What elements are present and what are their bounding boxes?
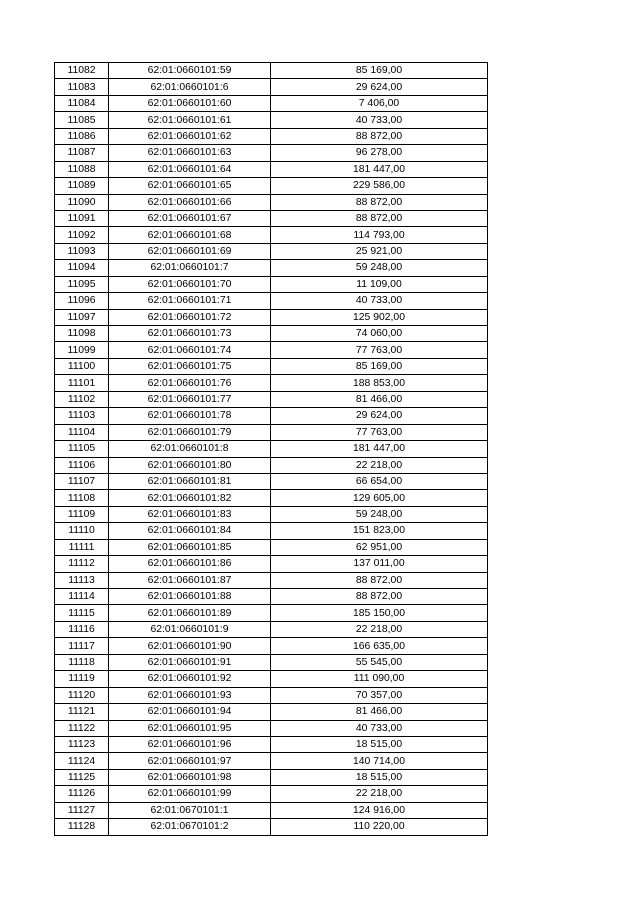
cadastral-number-cell: 62:01:0660101:86	[109, 556, 271, 572]
row-number-cell: 11111	[55, 539, 109, 555]
cadastral-number-cell: 62:01:0660101:68	[109, 227, 271, 243]
cadastral-value-cell: 137 011,00	[271, 556, 488, 572]
cadastral-value-cell: 81 466,00	[271, 704, 488, 720]
cadastral-value-cell: 29 624,00	[271, 79, 488, 95]
row-number-cell: 11123	[55, 736, 109, 752]
cadastral-value-cell: 88 872,00	[271, 128, 488, 144]
cadastral-value-cell: 85 169,00	[271, 63, 488, 79]
cadastral-number-cell: 62:01:0660101:81	[109, 473, 271, 489]
cadastral-value-cell: 77 763,00	[271, 424, 488, 440]
table-row	[55, 161, 488, 177]
cadastral-value-cell: 151 823,00	[271, 523, 488, 539]
table-row	[55, 243, 488, 259]
cadastral-number-cell: 62:01:0660101:74	[109, 342, 271, 358]
row-number-cell: 11091	[55, 210, 109, 226]
cadastral-value-cell: 7 406,00	[271, 95, 488, 111]
row-number-cell: 11119	[55, 671, 109, 687]
table-row	[55, 391, 488, 407]
cadastral-number-cell: 62:01:0660101:98	[109, 769, 271, 785]
cadastral-value-cell: 185 150,00	[271, 605, 488, 621]
cadastral-number-cell: 62:01:0660101:66	[109, 194, 271, 210]
row-number-cell: 11115	[55, 605, 109, 621]
table-row	[55, 424, 488, 440]
cadastral-number-cell: 62:01:0660101:8	[109, 441, 271, 457]
row-number-cell: 11117	[55, 638, 109, 654]
cadastral-value-cell: 40 733,00	[271, 293, 488, 309]
cadastral-number-cell: 62:01:0660101:95	[109, 720, 271, 736]
row-number-cell: 11095	[55, 276, 109, 292]
row-number-cell: 11101	[55, 375, 109, 391]
cadastral-value-cell: 22 218,00	[271, 621, 488, 637]
table-row	[55, 441, 488, 457]
cadastral-value-cell: 66 654,00	[271, 473, 488, 489]
table-row	[55, 260, 488, 276]
table-row	[55, 638, 488, 654]
cadastral-value-table	[54, 62, 488, 836]
table-row	[55, 621, 488, 637]
table-row	[55, 654, 488, 670]
cadastral-value-cell: 55 545,00	[271, 654, 488, 670]
table-row	[55, 572, 488, 588]
table-row	[55, 687, 488, 703]
row-number-cell: 11116	[55, 621, 109, 637]
cadastral-value-cell: 140 714,00	[271, 753, 488, 769]
row-number-cell: 11118	[55, 654, 109, 670]
row-number-cell: 11097	[55, 309, 109, 325]
row-number-cell: 11127	[55, 802, 109, 818]
cadastral-number-cell: 62:01:0660101:84	[109, 523, 271, 539]
table-row	[55, 145, 488, 161]
row-number-cell: 11104	[55, 424, 109, 440]
cadastral-number-cell: 62:01:0660101:76	[109, 375, 271, 391]
table-row	[55, 473, 488, 489]
cadastral-number-cell: 62:01:0660101:83	[109, 506, 271, 522]
table-row	[55, 506, 488, 522]
table-row	[55, 358, 488, 374]
cadastral-value-cell: 59 248,00	[271, 506, 488, 522]
cadastral-number-cell: 62:01:0660101:89	[109, 605, 271, 621]
cadastral-number-cell: 62:01:0660101:91	[109, 654, 271, 670]
row-number-cell: 11102	[55, 391, 109, 407]
table-row	[55, 523, 488, 539]
row-number-cell: 11082	[55, 63, 109, 79]
cadastral-value-cell: 40 733,00	[271, 720, 488, 736]
cadastral-value-cell: 129 605,00	[271, 490, 488, 506]
cadastral-value-cell: 62 951,00	[271, 539, 488, 555]
table-body	[55, 63, 488, 836]
cadastral-value-cell: 125 902,00	[271, 309, 488, 325]
cadastral-value-cell: 40 733,00	[271, 112, 488, 128]
cadastral-number-cell: 62:01:0660101:93	[109, 687, 271, 703]
row-number-cell: 11092	[55, 227, 109, 243]
table-row	[55, 786, 488, 802]
row-number-cell: 11120	[55, 687, 109, 703]
cadastral-number-cell: 62:01:0670101:2	[109, 819, 271, 835]
cadastral-number-cell: 62:01:0660101:70	[109, 276, 271, 292]
row-number-cell: 11126	[55, 786, 109, 802]
cadastral-value-cell: 114 793,00	[271, 227, 488, 243]
table-row	[55, 819, 488, 835]
row-number-cell: 11093	[55, 243, 109, 259]
row-number-cell: 11121	[55, 704, 109, 720]
cadastral-number-cell: 62:01:0660101:63	[109, 145, 271, 161]
table-row	[55, 671, 488, 687]
row-number-cell: 11094	[55, 260, 109, 276]
cadastral-number-cell: 62:01:0660101:85	[109, 539, 271, 555]
cadastral-value-cell: 88 872,00	[271, 194, 488, 210]
cadastral-value-cell: 81 466,00	[271, 391, 488, 407]
row-number-cell: 11128	[55, 819, 109, 835]
table-row	[55, 63, 488, 79]
cadastral-value-cell: 22 218,00	[271, 457, 488, 473]
row-number-cell: 11099	[55, 342, 109, 358]
cadastral-value-cell: 29 624,00	[271, 408, 488, 424]
cadastral-value-cell: 96 278,00	[271, 145, 488, 161]
cadastral-number-cell: 62:01:0660101:82	[109, 490, 271, 506]
row-number-cell: 11106	[55, 457, 109, 473]
row-number-cell: 11112	[55, 556, 109, 572]
table-row	[55, 178, 488, 194]
row-number-cell: 11103	[55, 408, 109, 424]
table-row	[55, 769, 488, 785]
cadastral-number-cell: 62:01:0660101:6	[109, 79, 271, 95]
cadastral-number-cell: 62:01:0660101:92	[109, 671, 271, 687]
row-number-cell: 11100	[55, 358, 109, 374]
row-number-cell: 11110	[55, 523, 109, 539]
row-number-cell: 11122	[55, 720, 109, 736]
row-number-cell: 11114	[55, 589, 109, 605]
table-row	[55, 276, 488, 292]
row-number-cell: 11087	[55, 145, 109, 161]
cadastral-value-cell: 229 586,00	[271, 178, 488, 194]
cadastral-value-cell: 88 872,00	[271, 572, 488, 588]
row-number-cell: 11090	[55, 194, 109, 210]
cadastral-number-cell: 62:01:0660101:94	[109, 704, 271, 720]
row-number-cell: 11083	[55, 79, 109, 95]
row-number-cell: 11124	[55, 753, 109, 769]
cadastral-value-cell: 18 515,00	[271, 769, 488, 785]
table-row	[55, 490, 488, 506]
cadastral-value-cell: 25 921,00	[271, 243, 488, 259]
table-row	[55, 194, 488, 210]
cadastral-number-cell: 62:01:0660101:77	[109, 391, 271, 407]
cadastral-value-cell: 88 872,00	[271, 210, 488, 226]
cadastral-value-cell: 124 916,00	[271, 802, 488, 818]
cadastral-value-cell: 181 447,00	[271, 161, 488, 177]
cadastral-number-cell: 62:01:0660101:88	[109, 589, 271, 605]
table-row	[55, 539, 488, 555]
cadastral-number-cell: 62:01:0660101:69	[109, 243, 271, 259]
table-row	[55, 326, 488, 342]
cadastral-number-cell: 62:01:0660101:7	[109, 260, 271, 276]
cadastral-value-cell: 18 515,00	[271, 736, 488, 752]
cadastral-number-cell: 62:01:0660101:72	[109, 309, 271, 325]
row-number-cell: 11088	[55, 161, 109, 177]
cadastral-value-cell: 181 447,00	[271, 441, 488, 457]
row-number-cell: 11084	[55, 95, 109, 111]
table-row	[55, 95, 488, 111]
cadastral-number-cell: 62:01:0660101:9	[109, 621, 271, 637]
cadastral-number-cell: 62:01:0660101:67	[109, 210, 271, 226]
table-row	[55, 227, 488, 243]
cadastral-number-cell: 62:01:0660101:59	[109, 63, 271, 79]
cadastral-number-cell: 62:01:0660101:73	[109, 326, 271, 342]
table-row	[55, 802, 488, 818]
cadastral-value-cell: 74 060,00	[271, 326, 488, 342]
table-row	[55, 309, 488, 325]
cadastral-number-cell: 62:01:0660101:79	[109, 424, 271, 440]
table-row	[55, 589, 488, 605]
table-row	[55, 556, 488, 572]
cadastral-number-cell: 62:01:0660101:61	[109, 112, 271, 128]
table-row	[55, 79, 488, 95]
table-row	[55, 457, 488, 473]
row-number-cell: 11125	[55, 769, 109, 785]
cadastral-number-cell: 62:01:0660101:80	[109, 457, 271, 473]
table-row	[55, 375, 488, 391]
cadastral-number-cell: 62:01:0660101:90	[109, 638, 271, 654]
row-number-cell: 11098	[55, 326, 109, 342]
table-row	[55, 720, 488, 736]
row-number-cell: 11107	[55, 473, 109, 489]
row-number-cell: 11108	[55, 490, 109, 506]
cadastral-number-cell: 62:01:0660101:65	[109, 178, 271, 194]
cadastral-value-cell: 111 090,00	[271, 671, 488, 687]
cadastral-value-cell: 22 218,00	[271, 786, 488, 802]
row-number-cell: 11109	[55, 506, 109, 522]
table-row	[55, 605, 488, 621]
cadastral-number-cell: 62:01:0660101:97	[109, 753, 271, 769]
row-number-cell: 11089	[55, 178, 109, 194]
cadastral-number-cell: 62:01:0660101:64	[109, 161, 271, 177]
cadastral-number-cell: 62:01:0670101:1	[109, 802, 271, 818]
cadastral-number-cell: 62:01:0660101:99	[109, 786, 271, 802]
row-number-cell: 11105	[55, 441, 109, 457]
table-row	[55, 342, 488, 358]
cadastral-number-cell: 62:01:0660101:87	[109, 572, 271, 588]
cadastral-value-cell: 166 635,00	[271, 638, 488, 654]
table-row	[55, 210, 488, 226]
cadastral-number-cell: 62:01:0660101:75	[109, 358, 271, 374]
cadastral-number-cell: 62:01:0660101:60	[109, 95, 271, 111]
table-row	[55, 753, 488, 769]
cadastral-value-cell: 70 357,00	[271, 687, 488, 703]
cadastral-value-cell: 110 220,00	[271, 819, 488, 835]
table-row	[55, 408, 488, 424]
cadastral-number-cell: 62:01:0660101:96	[109, 736, 271, 752]
table-row	[55, 128, 488, 144]
cadastral-number-cell: 62:01:0660101:62	[109, 128, 271, 144]
row-number-cell: 11113	[55, 572, 109, 588]
cadastral-value-cell: 188 853,00	[271, 375, 488, 391]
row-number-cell: 11085	[55, 112, 109, 128]
cadastral-value-cell: 85 169,00	[271, 358, 488, 374]
cadastral-value-cell: 59 248,00	[271, 260, 488, 276]
cadastral-number-cell: 62:01:0660101:78	[109, 408, 271, 424]
cadastral-value-cell: 77 763,00	[271, 342, 488, 358]
cadastral-value-cell: 11 109,00	[271, 276, 488, 292]
table-row	[55, 736, 488, 752]
table-row	[55, 704, 488, 720]
cadastral-value-cell: 88 872,00	[271, 589, 488, 605]
row-number-cell: 11096	[55, 293, 109, 309]
cadastral-number-cell: 62:01:0660101:71	[109, 293, 271, 309]
table-row	[55, 293, 488, 309]
row-number-cell: 11086	[55, 128, 109, 144]
table-row	[55, 112, 488, 128]
